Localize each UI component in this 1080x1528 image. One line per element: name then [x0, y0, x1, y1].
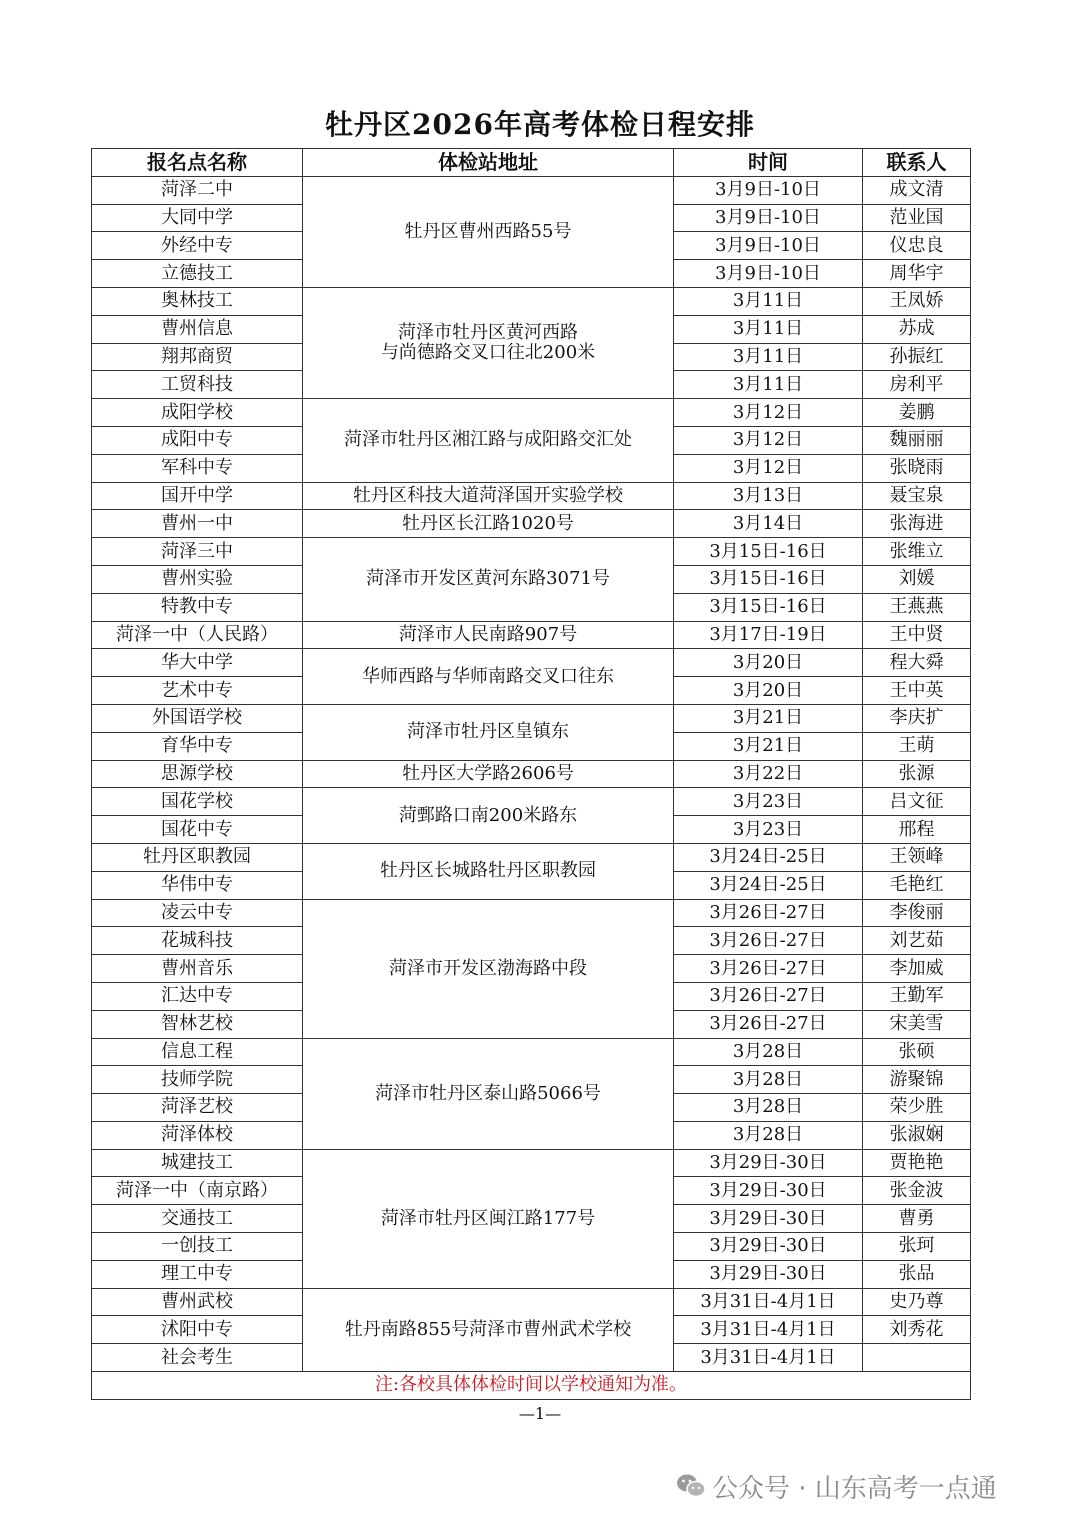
table-row: [92, 899, 971, 927]
contact-cell: [863, 1344, 971, 1372]
time-cell: 3月26日-27日: [674, 899, 863, 927]
time-cell: 3月9日-10日: [674, 176, 863, 204]
contact-cell: 吕文征: [863, 788, 971, 816]
table-row: [92, 287, 971, 315]
school-cell: 军科中专: [92, 454, 303, 482]
school-cell: 国花中专: [92, 816, 303, 844]
school-cell: 菏泽一中（人民路）: [92, 621, 303, 649]
header-school: 报名点名称: [92, 149, 303, 177]
table-row: [92, 621, 971, 649]
contact-cell: 程大舜: [863, 649, 971, 677]
time-cell: 3月12日: [674, 399, 863, 427]
school-cell: 沭阳中专: [92, 1316, 303, 1344]
school-cell: 华伟中专: [92, 871, 303, 899]
time-cell: 3月29日-30日: [674, 1260, 863, 1288]
school-cell: 曹州实验: [92, 565, 303, 593]
time-cell: 3月29日-30日: [674, 1233, 863, 1261]
school-cell: 艺术中专: [92, 677, 303, 705]
contact-cell: 刘艺茹: [863, 927, 971, 955]
school-cell: 凌云中专: [92, 899, 303, 927]
time-cell: 3月28日: [674, 1121, 863, 1149]
contact-cell: 李加威: [863, 955, 971, 983]
address-cell: 菏泽市牡丹区泰山路5066号: [303, 1038, 674, 1149]
school-cell: 菏泽艺校: [92, 1094, 303, 1122]
contact-cell: 张海进: [863, 510, 971, 538]
contact-cell: 仪忠良: [863, 232, 971, 260]
contact-cell: 荣少胜: [863, 1094, 971, 1122]
time-cell: 3月9日-10日: [674, 204, 863, 232]
schedule-body: [92, 176, 971, 1371]
contact-cell: 范业国: [863, 204, 971, 232]
time-cell: 3月15日-16日: [674, 593, 863, 621]
address-cell: 菏泽市开发区渤海路中段: [303, 899, 674, 1038]
time-cell: 3月26日-27日: [674, 927, 863, 955]
contact-cell: 王中英: [863, 677, 971, 705]
school-cell: 奥林技工: [92, 287, 303, 315]
time-cell: 3月13日: [674, 482, 863, 510]
contact-cell: 刘媛: [863, 565, 971, 593]
time-cell: 3月28日: [674, 1094, 863, 1122]
time-cell: 3月23日: [674, 788, 863, 816]
time-cell: 3月11日: [674, 343, 863, 371]
time-cell: 3月22日: [674, 760, 863, 788]
contact-cell: 张维立: [863, 538, 971, 566]
school-cell: 立德技工: [92, 260, 303, 288]
contact-cell: 王领峰: [863, 843, 971, 871]
note-text: 注:各校具体体检时间以学校通知为准。: [92, 1372, 971, 1400]
school-cell: 菏泽体校: [92, 1121, 303, 1149]
time-cell: 3月20日: [674, 649, 863, 677]
time-cell: 3月26日-27日: [674, 955, 863, 983]
address-cell: 华师西路与华师南路交叉口往东: [303, 649, 674, 705]
contact-cell: 张珂: [863, 1233, 971, 1261]
address-cell: 牡丹区曹州西路55号: [303, 176, 674, 287]
school-cell: 菏泽一中（南京路）: [92, 1177, 303, 1205]
contact-cell: 刘秀花: [863, 1316, 971, 1344]
school-cell: 汇达中专: [92, 982, 303, 1010]
contact-cell: 王凤娇: [863, 287, 971, 315]
time-cell: 3月21日: [674, 704, 863, 732]
table-row: [92, 538, 971, 566]
watermark-text: 公众号 · 山东高考一点通: [712, 1473, 997, 1504]
school-cell: 菏泽三中: [92, 538, 303, 566]
time-cell: 3月15日-16日: [674, 538, 863, 566]
contact-cell: 房利平: [863, 371, 971, 399]
school-cell: 技师学院: [92, 1066, 303, 1094]
table-row: [92, 788, 971, 816]
table-row: [92, 482, 971, 510]
address-cell: 牡丹区长城路牡丹区职教园: [303, 843, 674, 899]
note-row: [92, 1372, 971, 1400]
table-row: [92, 649, 971, 677]
school-cell: 华大中学: [92, 649, 303, 677]
contact-cell: 王萌: [863, 732, 971, 760]
contact-cell: 张晓雨: [863, 454, 971, 482]
table-row: [92, 1038, 971, 1066]
header-address: 体检站地址: [303, 149, 674, 177]
time-cell: 3月12日: [674, 454, 863, 482]
schedule-table: [91, 148, 971, 1400]
school-cell: 曹州音乐: [92, 955, 303, 983]
contact-cell: 张源: [863, 760, 971, 788]
time-cell: 3月9日-10日: [674, 260, 863, 288]
contact-cell: 聂宝泉: [863, 482, 971, 510]
wechat-icon: [676, 1473, 706, 1499]
school-cell: 成阳学校: [92, 399, 303, 427]
time-cell: 3月28日: [674, 1066, 863, 1094]
school-cell: 外经中专: [92, 232, 303, 260]
contact-cell: 周华宇: [863, 260, 971, 288]
time-cell: 3月31日-4月1日: [674, 1344, 863, 1372]
address-cell: 牡丹区科技大道菏泽国开实验学校: [303, 482, 674, 510]
school-cell: 外国语学校: [92, 704, 303, 732]
time-cell: 3月11日: [674, 315, 863, 343]
table-row: [92, 399, 971, 427]
school-cell: 国花学校: [92, 788, 303, 816]
time-cell: 3月12日: [674, 426, 863, 454]
contact-cell: 苏成: [863, 315, 971, 343]
school-cell: 理工中专: [92, 1260, 303, 1288]
table-row: [92, 176, 971, 204]
school-cell: 曹州武校: [92, 1288, 303, 1316]
address-cell: 菏泽市开发区黄河东路3071号: [303, 538, 674, 621]
address-cell: 菏泽市牡丹区皇镇东: [303, 704, 674, 760]
time-cell: 3月9日-10日: [674, 232, 863, 260]
address-cell: 牡丹区长江路1020号: [303, 510, 674, 538]
contact-cell: 曹勇: [863, 1205, 971, 1233]
school-cell: 大同中学: [92, 204, 303, 232]
page-number: —1—: [518, 1404, 562, 1423]
contact-cell: 毛艳红: [863, 871, 971, 899]
header-time: 时间: [674, 149, 863, 177]
contact-cell: 宋美雪: [863, 1010, 971, 1038]
school-cell: 社会考生: [92, 1344, 303, 1372]
watermark: [676, 1466, 997, 1506]
address-cell: 牡丹南路855号菏泽市曹州武术学校: [303, 1288, 674, 1371]
school-cell: 一创技工: [92, 1233, 303, 1261]
time-cell: 3月28日: [674, 1038, 863, 1066]
school-cell: 交通技工: [92, 1205, 303, 1233]
time-cell: 3月24日-25日: [674, 871, 863, 899]
contact-cell: 邢程: [863, 816, 971, 844]
contact-cell: 王勤军: [863, 982, 971, 1010]
school-cell: 国开中学: [92, 482, 303, 510]
time-cell: 3月29日-30日: [674, 1177, 863, 1205]
address-cell: 菏泽市牡丹区湘江路与成阳路交汇处: [303, 399, 674, 482]
table-row: [92, 510, 971, 538]
school-cell: 工贸科技: [92, 371, 303, 399]
contact-cell: 李俊丽: [863, 899, 971, 927]
contact-cell: 王中贤: [863, 621, 971, 649]
table-header-row: [92, 149, 971, 177]
contact-cell: 游聚锦: [863, 1066, 971, 1094]
school-cell: 信息工程: [92, 1038, 303, 1066]
time-cell: 3月31日-4月1日: [674, 1316, 863, 1344]
time-cell: 3月29日-30日: [674, 1149, 863, 1177]
time-cell: 3月26日-27日: [674, 1010, 863, 1038]
school-cell: 成阳中专: [92, 426, 303, 454]
address-cell: 菏泽市牡丹区黄河西路 与尚德路交叉口往北200米: [303, 287, 674, 398]
table-row: [92, 1149, 971, 1177]
school-cell: 思源学校: [92, 760, 303, 788]
contact-cell: 成文清: [863, 176, 971, 204]
address-cell: 菏鄄路口南200米路东: [303, 788, 674, 844]
school-cell: 曹州一中: [92, 510, 303, 538]
time-cell: 3月24日-25日: [674, 843, 863, 871]
time-cell: 3月11日: [674, 287, 863, 315]
time-cell: 3月21日: [674, 732, 863, 760]
school-cell: 菏泽二中: [92, 176, 303, 204]
table-row: [92, 704, 971, 732]
table-row: [92, 760, 971, 788]
table-row: [92, 843, 971, 871]
school-cell: 育华中专: [92, 732, 303, 760]
school-cell: 牡丹区职教园: [92, 843, 303, 871]
contact-cell: 张淑娴: [863, 1121, 971, 1149]
school-cell: 智林艺校: [92, 1010, 303, 1038]
contact-cell: 王燕燕: [863, 593, 971, 621]
time-cell: 3月23日: [674, 816, 863, 844]
contact-cell: 李庆扩: [863, 704, 971, 732]
contact-cell: 孙振红: [863, 343, 971, 371]
time-cell: 3月15日-16日: [674, 565, 863, 593]
time-cell: 3月14日: [674, 510, 863, 538]
contact-cell: 史乃尊: [863, 1288, 971, 1316]
time-cell: 3月20日: [674, 677, 863, 705]
page-title: 牡丹区2026年高考体检日程安排: [325, 108, 755, 141]
time-cell: 3月17日-19日: [674, 621, 863, 649]
contact-cell: 张金波: [863, 1177, 971, 1205]
contact-cell: 姜鹏: [863, 399, 971, 427]
table-row: [92, 1288, 971, 1316]
time-cell: 3月31日-4月1日: [674, 1288, 863, 1316]
header-contact: 联系人: [863, 149, 971, 177]
time-cell: 3月11日: [674, 371, 863, 399]
address-cell: 牡丹区大学路2606号: [303, 760, 674, 788]
school-cell: 翔邦商贸: [92, 343, 303, 371]
school-cell: 花城科技: [92, 927, 303, 955]
contact-cell: 张硕: [863, 1038, 971, 1066]
school-cell: 曹州信息: [92, 315, 303, 343]
time-cell: 3月29日-30日: [674, 1205, 863, 1233]
contact-cell: 张品: [863, 1260, 971, 1288]
contact-cell: 魏丽丽: [863, 426, 971, 454]
school-cell: 特教中专: [92, 593, 303, 621]
address-cell: 菏泽市牡丹区闽江路177号: [303, 1149, 674, 1288]
school-cell: 城建技工: [92, 1149, 303, 1177]
time-cell: 3月26日-27日: [674, 982, 863, 1010]
contact-cell: 贾艳艳: [863, 1149, 971, 1177]
address-cell: 菏泽市人民南路907号: [303, 621, 674, 649]
